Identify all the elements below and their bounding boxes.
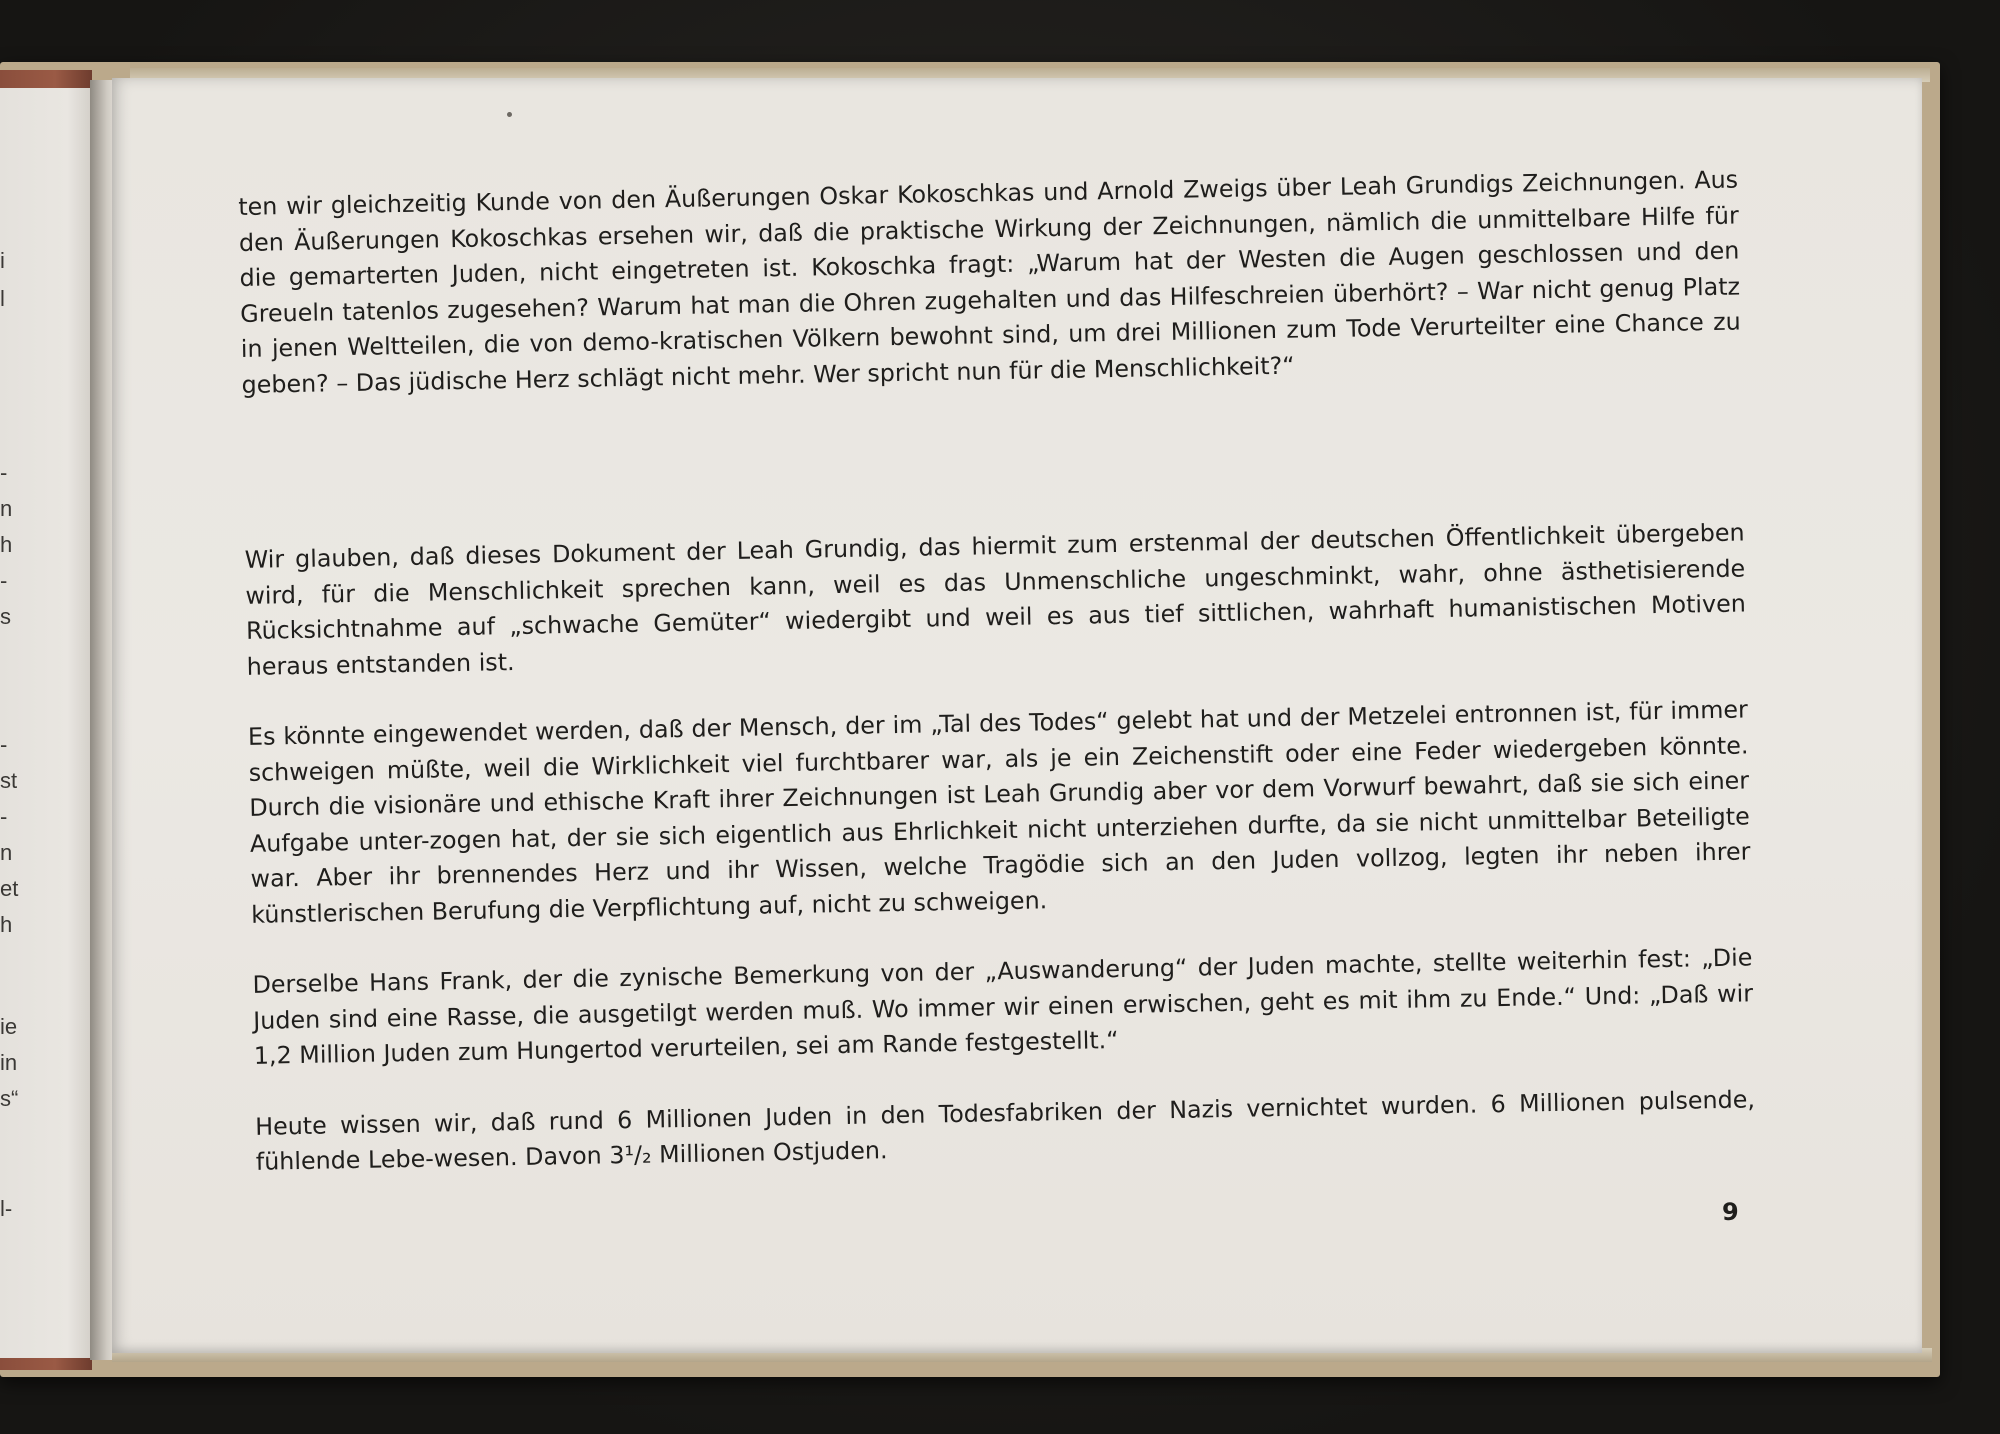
left-page-fragment: st xyxy=(0,768,18,793)
paragraph-hans-frank: Derselbe Hans Frank, der die zynische Bemerkung von der „Auswanderung“ der Juden machte, stellte weiterhin fest: „Die Juden sind eine Rasse, die ausgetilgt werden muß. Wo immer wir einen erwischen, geht es mit ihm zu Ende.“ Und: „Daß wir 1,2 Million Juden zum Hungertod verurteilen, sei am Rande festgestellt.“ xyxy=(252,943,1754,1070)
left-page xyxy=(0,88,96,1358)
left-page-fragment: - xyxy=(0,460,8,485)
left-page-fragment: in xyxy=(0,1050,18,1075)
paragraph-objection: Es könnte eingewendet werden, daß der Mensch, der im „Tal des Todes“ gelebt hat und der Metzelei entronnen ist, für immer schweigen müßte, weil die Wirklichkeit viel furchtbarer war, als je ein Zeichenstift oder eine Feder wiedergeben könnte. Durch die visionäre und ethische Kraft ihrer Zeichnungen ist Leah Grundig aber vor dem Vorwurf bewahrt, daß sie sich einer Aufgabe unter-zogen hat, der sie sich eigentlich aus Ehrlichkeit nicht unterziehen durfte, da sie nicht unmittelbar Beteiligte war. Aber ihr brennendes Herz und ihr Wissen, welche Tragödie sich an den Juden vollzog, legten ihr neben ihrer künstlerischen Berufung die Verpflichtung auf, nicht zu schweigen. xyxy=(247,695,1751,929)
left-page-fragment: l xyxy=(0,286,5,311)
left-page-fragment: i xyxy=(0,248,5,273)
dust-speck xyxy=(507,112,512,117)
left-page-fragment: - xyxy=(0,732,8,757)
left-page-fragment: n xyxy=(0,496,13,521)
left-page-fragment: h xyxy=(0,912,13,937)
paragraph-six-million: Heute wissen wir, daß rund 6 Millionen Juden in den Todesfabriken der Nazis vernichtet wurden. 6 Millionen pulsende, fühlende Lebe-wesen. Davon 3¹/₂ Millionen Ostjuden. xyxy=(254,1084,1756,1176)
left-page-fragment: l- xyxy=(0,1196,13,1221)
left-page-fragment: n xyxy=(0,840,13,865)
left-page-fragment: ie xyxy=(0,1014,18,1039)
left-page-fragment: s xyxy=(0,604,11,629)
paragraph-kokoschka-quote: ten wir gleichzeitig Kunde von den Äußerungen Oskar Kokoschkas und Arnold Zweigs über Leah Grundigs Zeichnungen. Aus den Äußerungen Kokoschkas ersehen wir, daß die praktische Wirkung der Zeichnungen, nämlich die unmittelbare Hilfe für die gemarterten Juden, nicht eingetreten ist. Kokoschka fragt: „Warum hat der Westen die Augen geschlossen und den Greueln tatenlos zugesehen? Warum hat man die Ohren zugehalten und das Hilfeschreien überhört? – War nicht genug Platz in jenen Weltteilen, die von demo-kratischen Völkern bewohnt sind, um drei Millionen zum Tode Verurteilter eine Chance zu geben? – Das jüdische Herz schlägt nicht mehr. Wer spricht nun für die Menschlichkeit?“ xyxy=(238,165,1741,399)
page-number: 9 xyxy=(1722,1198,1739,1226)
paragraph-document-purpose: Wir glauben, daß dieses Dokument der Leah Grundig, das hiermit zum erstenmal der deutschen Öffentlichkeit übergeben wird, für die Menschlichkeit sprechen kann, weil es das Unmenschliche ungeschminkt, wahr, ohne ästhetisierende Rücksichtnahme auf „schwache Gemüter“ wiedergibt und weil es aus tief sittlichen, wahrhaft humanistischen Motiven heraus entstanden ist. xyxy=(244,518,1747,681)
body-text xyxy=(238,163,1756,1181)
left-page-fragment: s“ xyxy=(0,1086,19,1111)
left-page-fragment: et xyxy=(0,876,19,901)
left-page-fragment: - xyxy=(0,804,8,829)
left-page-fragment: - xyxy=(0,568,8,593)
left-page-fragment: h xyxy=(0,532,13,557)
